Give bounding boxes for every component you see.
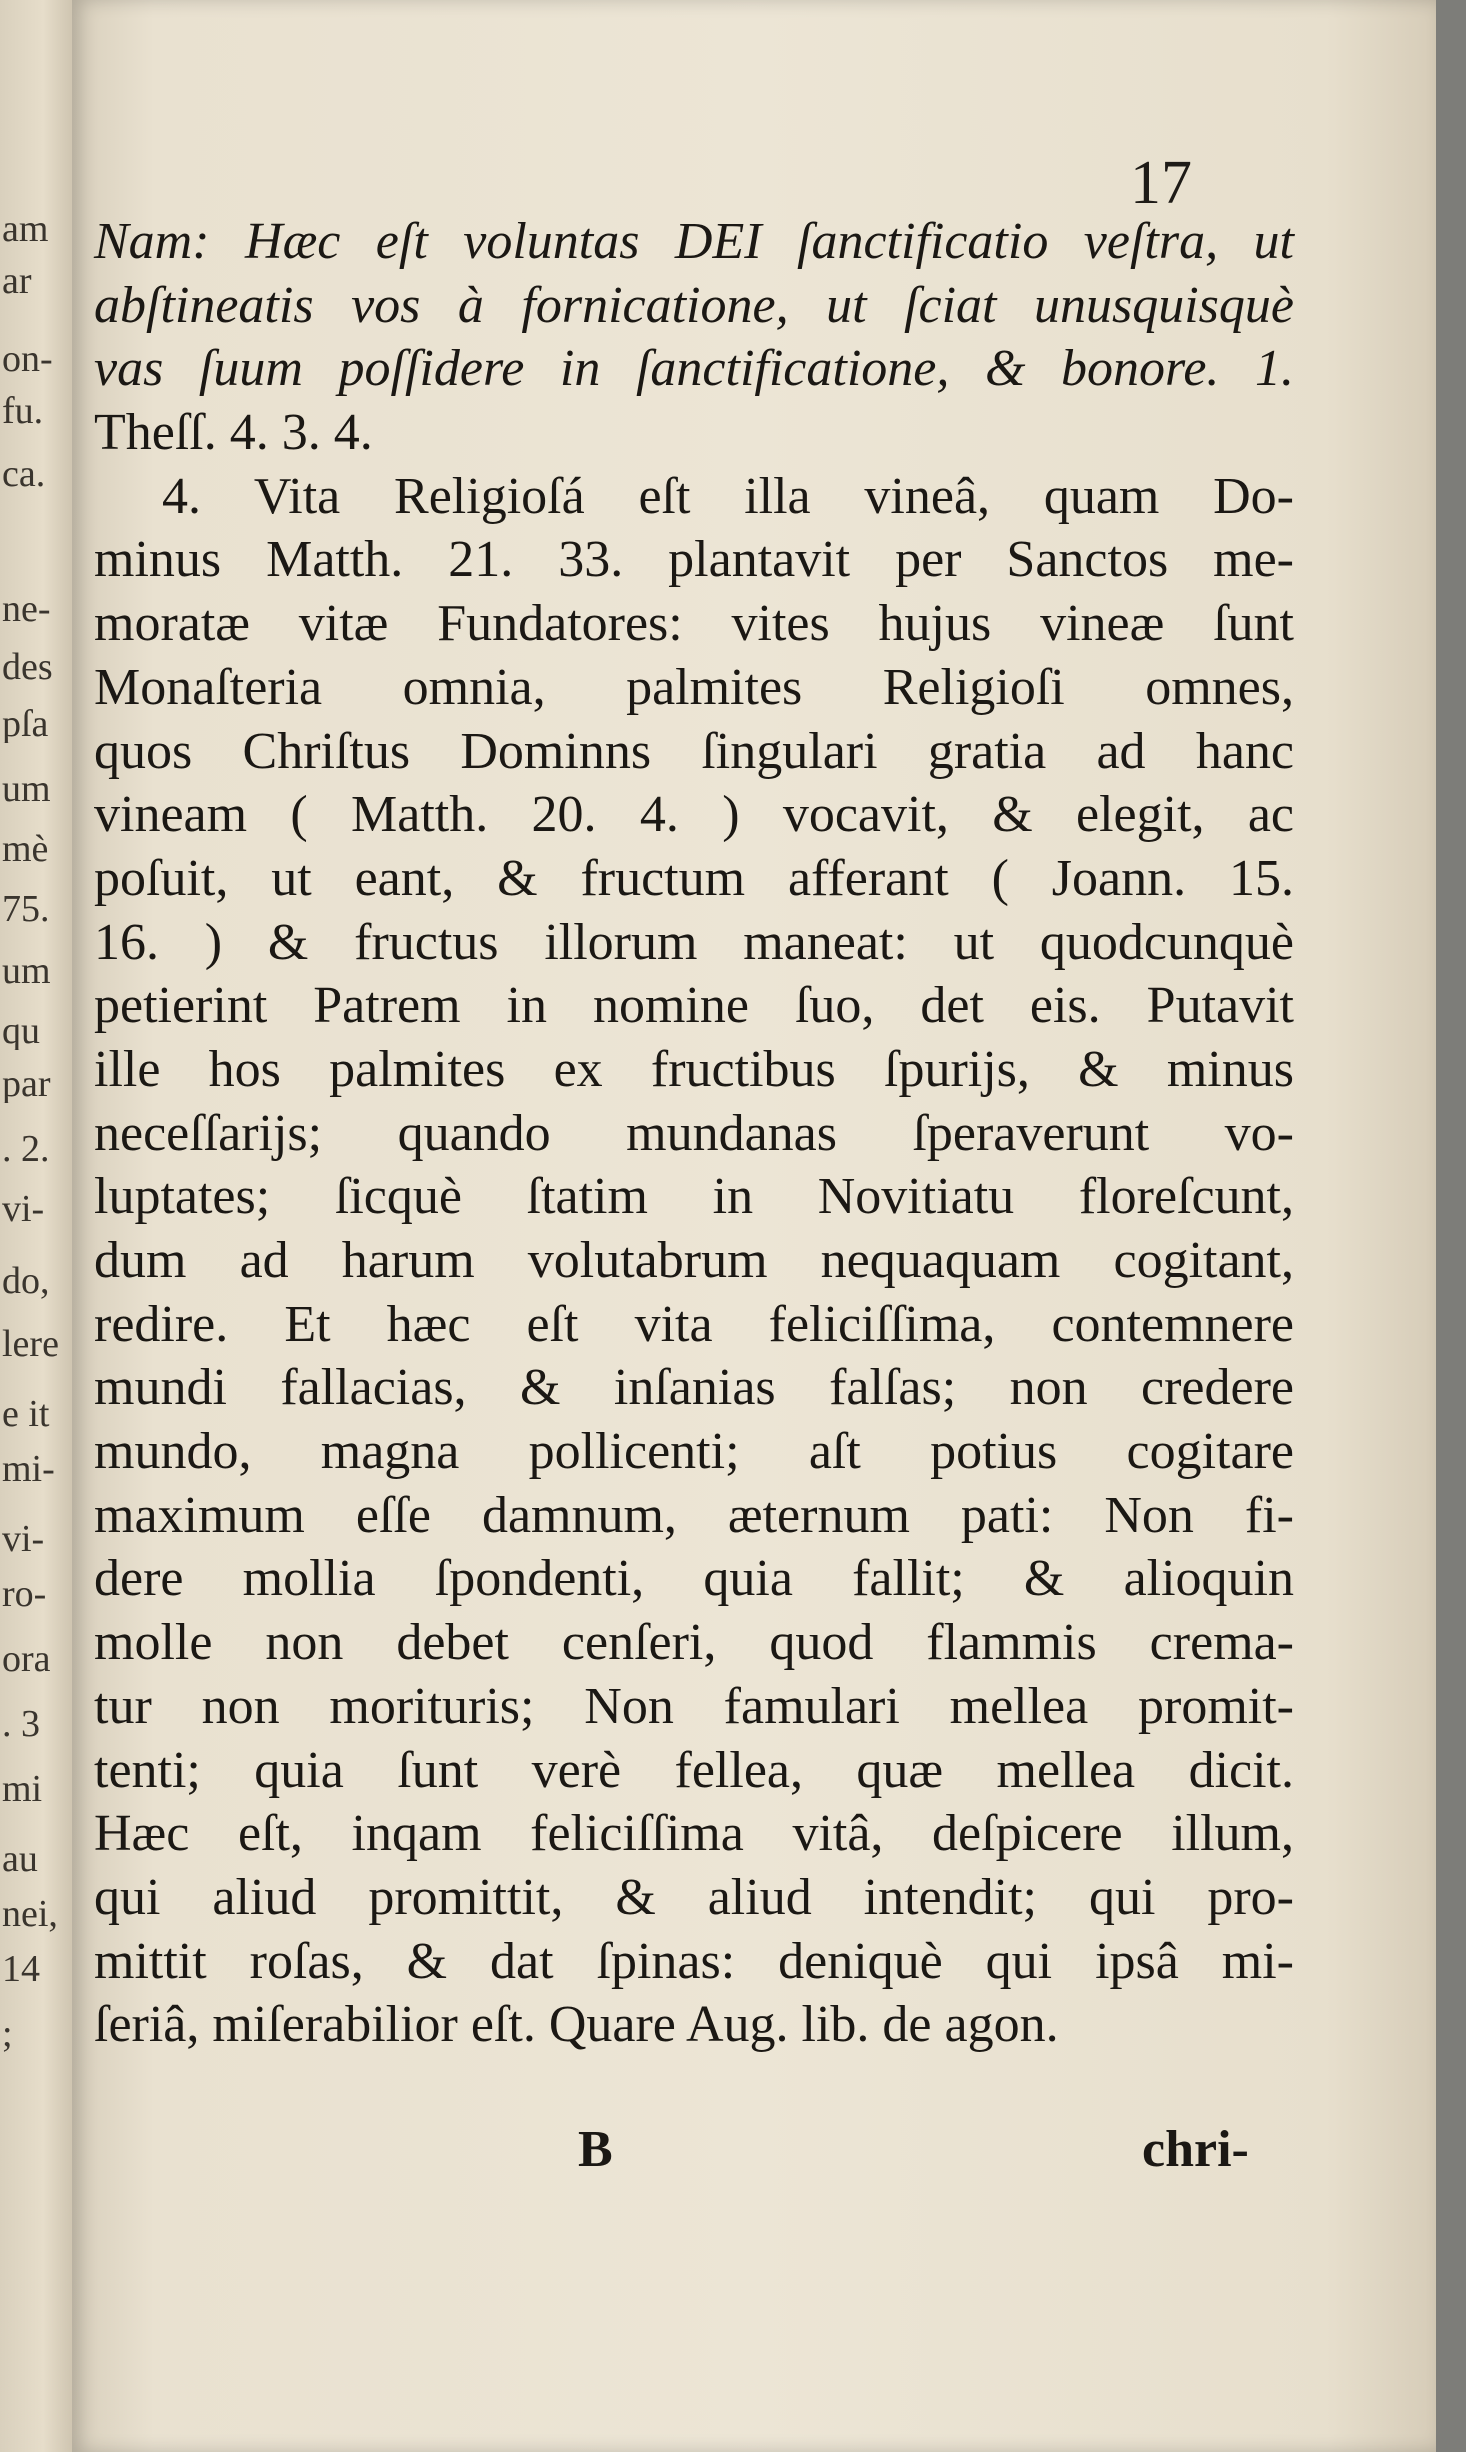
signature-mark: B: [578, 2121, 613, 2178]
text-line: vas ſuum poſſidere in ſanctificatione, & bonore. 1.: [94, 340, 1294, 398]
text-line: petierint Patrem in nomine ſuo, det eis. Putavit: [94, 977, 1294, 1035]
text-line: redire. Et hæc eſt vita feliciſſima, contemnere: [94, 1295, 1294, 1353]
margin-fragment: e it: [2, 1395, 50, 1433]
text-line: 16. ) & fructus illorum maneat: ut quodcunquè: [94, 913, 1294, 971]
margin-fragment: ;: [2, 2015, 13, 2053]
margin-fragment: nei,: [2, 1895, 58, 1933]
footer-marks: [0, 2120, 1466, 2190]
text-line: Theſſ. 4. 3. 4.: [94, 404, 373, 462]
text-line: dere mollia ſpondenti, quia fallit; & alioquin: [94, 1550, 1294, 1608]
text-line: luptates; ſicquè ſtatim in Novitiatu floreſcunt,: [94, 1168, 1294, 1226]
margin-fragment: on-: [2, 340, 53, 378]
text-line: mittit roſas, & dat ſpinas: deniquè qui ipsâ mi-: [94, 1932, 1294, 1990]
text-line: dum ad harum volutabrum nequaquam cogitant,: [94, 1232, 1294, 1289]
text-line: molle non debet cenſeri, quod flammis crema-: [94, 1614, 1294, 1672]
margin-fragment: mi: [2, 1770, 43, 1808]
margin-fragment: vi-: [2, 1520, 45, 1558]
text-line: qui aliud promittit, & aliud intendit; qui pro-: [94, 1868, 1294, 1926]
adjacent-page-margin: [0, 0, 72, 2452]
scan-background-edge: [1436, 0, 1466, 2452]
margin-fragment: fu.: [2, 392, 44, 430]
margin-fragment: ora: [2, 1640, 51, 1678]
margin-fragment: . 3: [2, 1705, 40, 1743]
margin-fragment: ro-: [2, 1575, 47, 1613]
text-line: moratæ vitæ Fundatores: vites hujus vineæ ſunt: [94, 595, 1294, 653]
text-line: tenti; quia ſunt verè fellea, quæ mellea dicit.: [94, 1741, 1294, 1799]
text-line: Hæc eſt, inqam feliciſſima vitâ, deſpicere illum,: [94, 1805, 1294, 1863]
text-line: ille hos palmites ex fructibus ſpurijs, & minus: [94, 1040, 1294, 1098]
catchword: chri-: [1142, 2121, 1249, 2178]
text-line: mundi fallacias, & inſanias falſas; non credere: [94, 1359, 1294, 1417]
text-line: Monaſteria omnia, palmites Religioſi omnes,: [94, 658, 1294, 716]
margin-fragment: do,: [2, 1262, 50, 1300]
margin-fragment: um: [2, 952, 51, 990]
text-line: Nam: Hæc eſt voluntas DEI ſanctificatio veſtra, ut: [94, 213, 1294, 270]
text-line: tur non morituris; Non famulari mellea promit-: [94, 1677, 1294, 1735]
margin-fragment: mè: [2, 830, 49, 868]
margin-fragment: par: [2, 1065, 51, 1103]
margin-fragment: ar: [2, 262, 32, 300]
margin-fragment: am: [2, 210, 49, 248]
margin-fragment: ne-: [2, 590, 51, 628]
page-number: 17: [1130, 149, 1192, 217]
margin-fragment: um: [2, 770, 51, 808]
margin-fragment: des: [2, 648, 53, 686]
margin-fragment: pſa: [2, 705, 49, 743]
text-line: 4. Vita Religioſá eſt illa vineâ, quam Do-: [162, 467, 1294, 525]
text-line: neceſſarijs; quando mundanas ſperaverunt vo-: [94, 1104, 1294, 1162]
text-line: vineam ( Matth. 20. 4. ) vocavit, & elegit, ac: [94, 786, 1294, 844]
text-line: abſtineatis vos à fornicatione, ut ſciat unusquisquè: [94, 276, 1294, 334]
text-line: quos Chriſtus Dominns ſingulari gratia ad hanc: [94, 722, 1294, 780]
margin-fragment: lere: [2, 1325, 59, 1363]
text-line: maximum eſſe damnum, æternum pati: Non fi-: [94, 1486, 1294, 1544]
margin-fragment: . 2.: [2, 1130, 50, 1168]
margin-fragment: au: [2, 1840, 38, 1878]
text-line: minus Matth. 21. 33. plantavit per Sanctos me-: [94, 531, 1294, 589]
margin-fragment: vi-: [2, 1190, 45, 1228]
body-text: [94, 210, 1294, 2057]
text-line: ſeriâ, miſerabilior eſt. Quare Aug. lib. de agon.: [94, 1996, 1059, 2054]
margin-fragment: ca.: [2, 455, 46, 493]
text-line: mundo, magna pollicenti; aſt potius cogitare: [94, 1423, 1294, 1481]
text-line: poſuit, ut eant, & fructum afferant ( Joann. 15.: [94, 849, 1294, 907]
margin-fragment: 75.: [2, 890, 50, 928]
margin-fragment: 14: [2, 1950, 40, 1988]
margin-fragment: qu: [2, 1012, 40, 1050]
margin-fragment: mi-: [2, 1450, 55, 1488]
